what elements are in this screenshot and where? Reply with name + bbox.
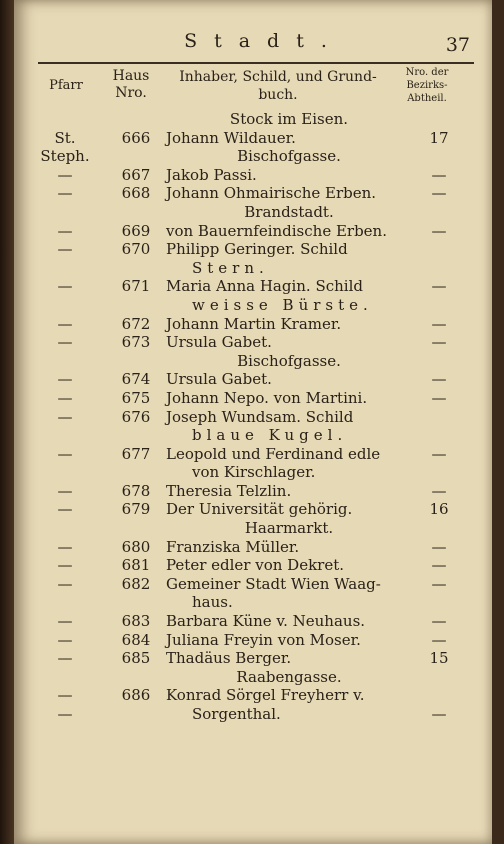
bezirk-cell: — (431, 277, 447, 296)
street-name: Stock im Eisen. (229, 110, 349, 128)
table-row (14, 240, 492, 259)
table-row (14, 259, 492, 278)
pfarr-cell: — (57, 500, 73, 519)
book-spine (0, 0, 14, 844)
book-page (14, 0, 492, 844)
column-header-haus (96, 68, 166, 102)
pfarr-cell: St. (54, 128, 76, 147)
page-number: 37 (445, 34, 470, 56)
pfarr-cell: — (57, 314, 73, 333)
owner-cell: Johann Nepo. von Martini. (166, 388, 368, 407)
house-number-cell: 667 (121, 165, 151, 184)
house-number-cell: 677 (121, 444, 151, 463)
pfarr-cell: — (57, 277, 73, 296)
header-rule (38, 62, 474, 64)
bezirk-cell: 17 (429, 128, 449, 147)
house-number-cell: 681 (121, 556, 151, 575)
owner-cell: Gemeiner Stadt Wien Waag- (166, 574, 381, 593)
street-heading-row (14, 519, 492, 538)
register-rows (14, 110, 492, 724)
house-number-cell: 669 (121, 221, 151, 240)
table-row (14, 408, 492, 427)
table-row (14, 612, 492, 631)
owner-cell: Johann Martin Kramer. (166, 314, 342, 333)
bezirk-cell: 15 (429, 649, 449, 668)
bezirk-cell: — (431, 612, 447, 631)
house-number-cell: 682 (121, 574, 151, 593)
bezirk-cell: — (431, 481, 447, 500)
owner-cell: Leopold und Ferdinand edle (166, 444, 381, 463)
table-row (14, 463, 492, 482)
pfarr-cell: — (57, 370, 73, 389)
pfarr-cell: — (57, 537, 73, 556)
house-number-cell: 670 (121, 240, 151, 259)
owner-cell: Maria Anna Hagin. Schild (166, 277, 363, 296)
column-header-inhaber (164, 68, 392, 104)
house-number-cell: 680 (121, 537, 151, 556)
table-row (14, 445, 492, 464)
owner-cell: Der Universität gehörig. (166, 500, 353, 519)
bezirk-cell: — (431, 705, 447, 723)
table-row (14, 184, 492, 203)
street-name: Bischofgasse. (237, 147, 341, 166)
street-name: Bischofgasse. (237, 351, 341, 370)
owner-cell: von Bauernfeindische Erben. (166, 221, 387, 240)
house-number-cell: 683 (121, 612, 151, 631)
bezirk-cell: 16 (429, 500, 449, 519)
column-header-pfarr: Pfarr (49, 78, 83, 93)
street-heading-row (14, 110, 492, 129)
table-row (14, 296, 492, 315)
pfarr-cell: — (57, 333, 73, 352)
table-row (14, 649, 492, 668)
owner-cell: Franziska Müller. (166, 537, 300, 556)
owner-cell: Barbara Küne v. Neuhaus. (166, 612, 366, 631)
owner-cell: blaue Kugel. (192, 426, 348, 445)
owner-cell: Johann Wildauer. (166, 128, 296, 147)
bezirk-cell: — (431, 221, 447, 240)
running-title: Stadt. (184, 30, 344, 52)
table-row (14, 129, 492, 148)
pfarr-cell: — (57, 481, 73, 500)
house-number-cell: 678 (121, 481, 151, 500)
pfarr-cell: — (57, 556, 73, 575)
owner-cell: Ursula Gabet. (166, 333, 272, 352)
table-row (14, 538, 492, 557)
house-number-cell: 672 (121, 314, 151, 333)
table-row (14, 370, 492, 389)
column-header-haus-line1: Haus (112, 68, 150, 84)
bezirk-cell: — (431, 314, 447, 333)
bezirk-cell: — (431, 333, 447, 352)
table-row (14, 593, 492, 612)
owner-cell: Philipp Geringer. Schild (166, 240, 348, 259)
street-name: Brandstadt. (244, 202, 334, 221)
pfarr-cell: — (57, 444, 73, 463)
pfarr-cell: — (57, 630, 73, 649)
owner-cell: Juliana Freyin von Moser. (166, 630, 361, 649)
bezirk-cell: — (431, 388, 447, 407)
table-row (14, 575, 492, 594)
bezirk-cell: — (431, 184, 447, 203)
street-name: Haarmarkt. (244, 519, 334, 538)
owner-cell: weisse Bürste. (192, 295, 373, 314)
bezirk-cell: — (431, 444, 447, 463)
pfarr-cell: — (57, 240, 73, 259)
table-row (14, 426, 492, 445)
pfarr-cell: — (57, 686, 73, 705)
house-number-cell: 686 (121, 686, 151, 705)
table-row (14, 333, 492, 352)
table-row (14, 500, 492, 519)
owner-cell: haus. (192, 593, 233, 612)
house-number-cell: 685 (121, 649, 151, 668)
bezirk-cell: — (431, 630, 447, 649)
pfarr-cell: — (57, 705, 73, 723)
street-name: Raabengasse. (236, 667, 342, 686)
table-row (14, 315, 492, 334)
owner-cell: Theresia Telzlin. (166, 481, 292, 500)
column-header-haus-line2: Nro. (115, 85, 147, 101)
column-header-bezirk (394, 66, 460, 105)
bezirk-cell: — (431, 370, 447, 389)
table-row (14, 222, 492, 241)
table-row (14, 686, 492, 705)
column-header-inhaber-line2: buch. (258, 87, 298, 103)
owner-cell: Stern. (192, 258, 269, 277)
house-number-cell: 676 (121, 407, 151, 426)
table-row (14, 277, 492, 296)
owner-cell: Sorgenthal. (192, 705, 281, 723)
bezirk-cell: — (431, 165, 447, 184)
table-row (14, 482, 492, 501)
owner-cell: von Kirschlager. (192, 463, 316, 482)
column-header-bezirk-line1: Nro. der (405, 67, 449, 78)
pfarr-cell: — (57, 184, 73, 203)
pfarr-cell: — (57, 574, 73, 593)
house-number-cell: 684 (121, 630, 151, 649)
table-row (14, 705, 492, 724)
house-number-cell: 675 (121, 388, 151, 407)
owner-cell: Ursula Gabet. (166, 370, 272, 389)
street-heading-row (14, 147, 492, 166)
owner-cell: Thadäus Berger. (166, 649, 292, 668)
pfarr-cell: — (57, 165, 73, 184)
column-header-inhaber-line1: Inhaber, Schild, und Grund- (179, 69, 377, 85)
column-header-bezirk-line3: Abtheil. (407, 93, 447, 104)
owner-cell: Konrad Sörgel Freyherr v. (166, 686, 365, 705)
street-heading-row (14, 352, 492, 371)
pfarr-cell: Steph. (40, 147, 90, 166)
pfarr-cell: — (57, 649, 73, 668)
owner-cell: Jakob Passi. (166, 165, 257, 184)
table-row (14, 166, 492, 185)
house-number-cell: 679 (121, 500, 151, 519)
bezirk-cell: — (431, 556, 447, 575)
owner-cell: Peter edler von Dekret. (166, 556, 345, 575)
house-number-cell: 673 (121, 333, 151, 352)
pfarr-cell: — (57, 612, 73, 631)
pfarr-cell: — (57, 221, 73, 240)
house-number-cell: 666 (121, 128, 151, 147)
pfarr-cell: — (57, 407, 73, 426)
table-row (14, 389, 492, 408)
owner-cell: Joseph Wundsam. Schild (166, 407, 354, 426)
house-number-cell: 668 (121, 184, 151, 203)
table-row (14, 631, 492, 650)
bezirk-cell: — (431, 574, 447, 593)
house-number-cell: 674 (121, 370, 151, 389)
owner-cell: Johann Ohmairische Erben. (166, 184, 377, 203)
table-row (14, 556, 492, 575)
bezirk-cell: — (431, 537, 447, 556)
pfarr-cell: — (57, 388, 73, 407)
street-heading-row (14, 668, 492, 687)
street-heading-row (14, 203, 492, 222)
house-number-cell: 671 (121, 277, 151, 296)
column-header-bezirk-line2: Bezirks- (406, 80, 448, 91)
